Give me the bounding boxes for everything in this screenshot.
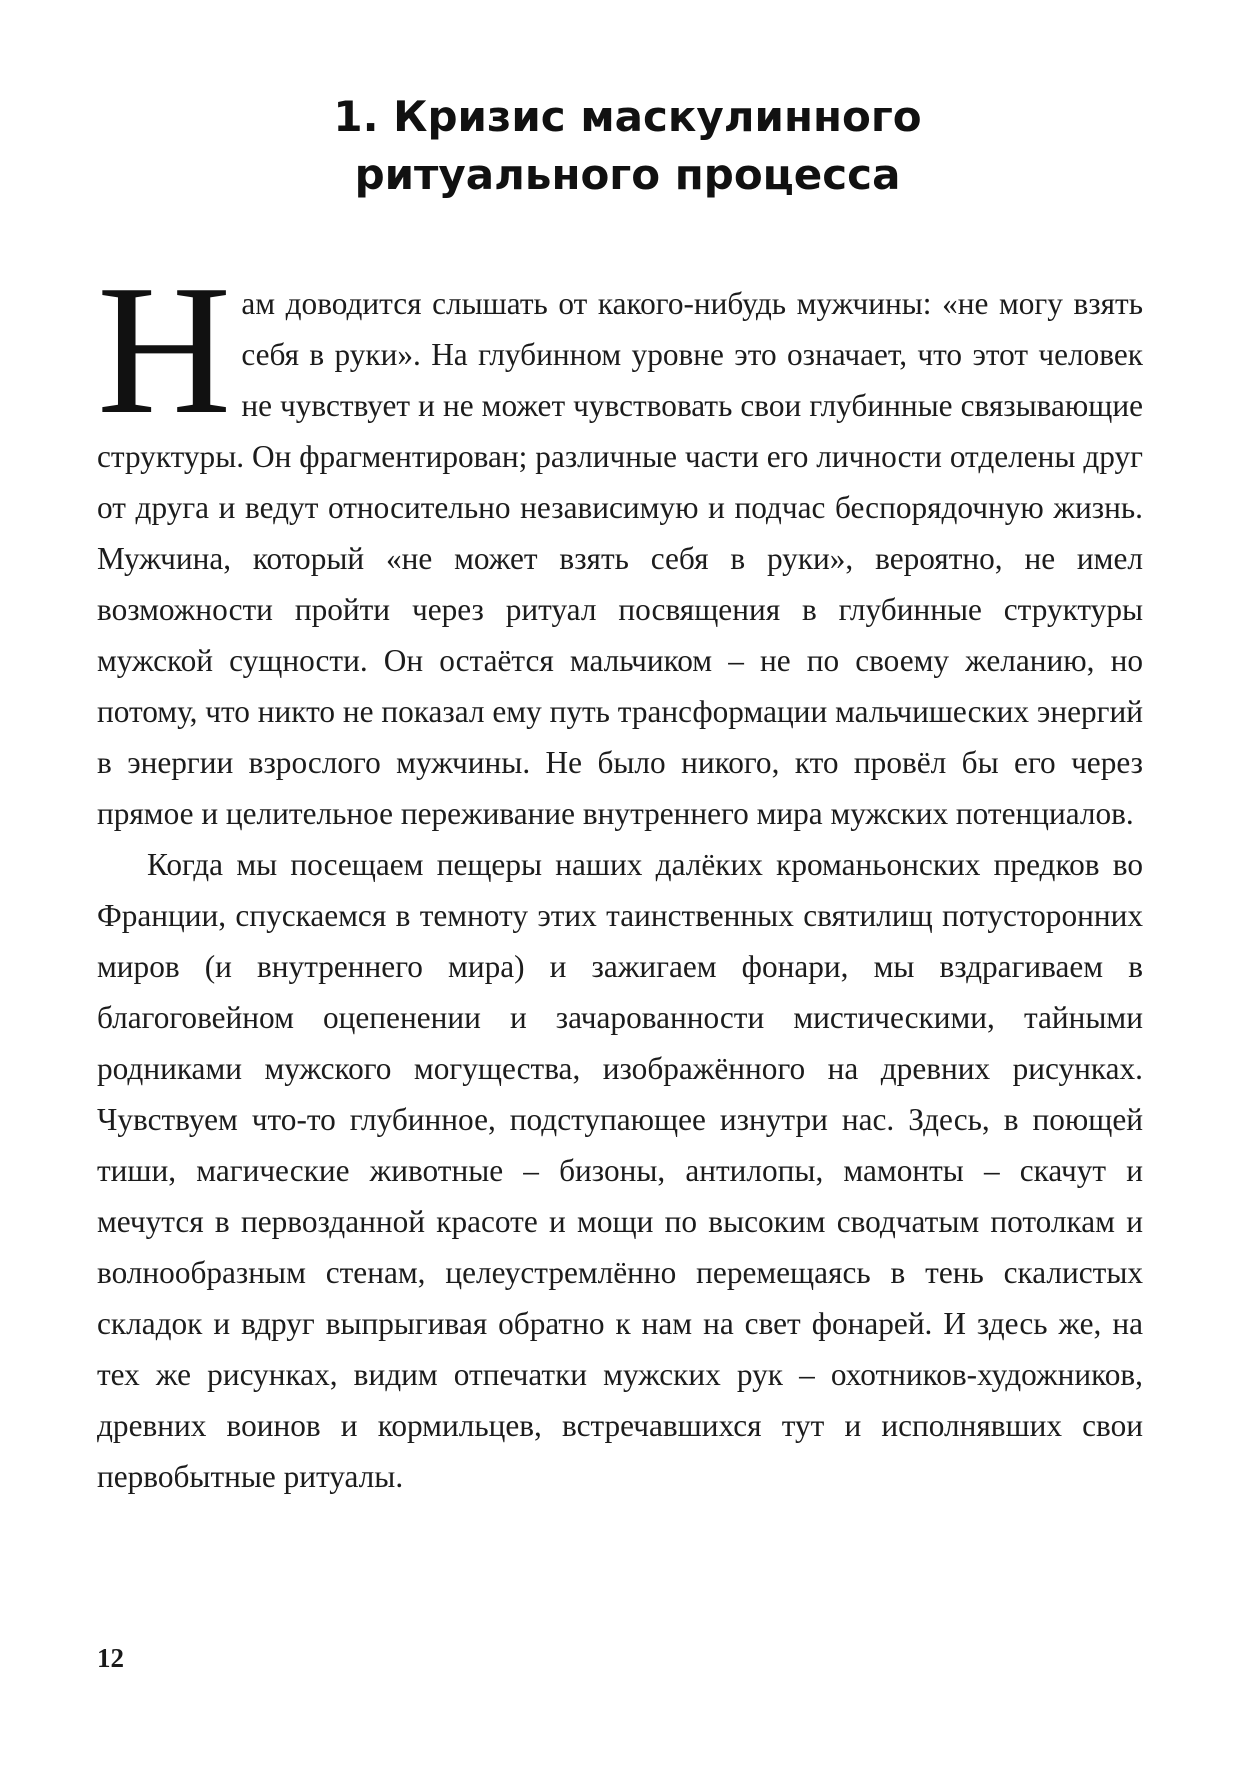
paragraph-1 [97, 247, 1143, 839]
paragraph-1-text: ам доводится слышать от какого-нибудь мужчины: «не могу взять себя в руки». На глубинном уровне это означает, что этот человек не чувствует и не может чувствовать свои глубинные связывающие структуры. Он фрагментирован; различные части его личности отделены друг от друга и ведут относительно независимую и подчас беспорядочную жизнь. Мужчина, который «не может взять себя в руки», вероятно, не имел возможности пройти через ритуал посвящения в глубинные структуры мужской сущности. Он остаётся мальчиком – не по своему желанию, но потому, что никто не показал ему путь трансформации мальчишеских энергий в энергии взрослого мужчины. Не было никого, кто провёл бы его через прямое и целительное переживание внутреннего мира мужских потенциалов. [97, 286, 1143, 831]
drop-cap: Н [97, 247, 232, 453]
chapter-title-line-1: 1. Кризис маскулинного [333, 92, 922, 141]
page-number: 12 [97, 1643, 124, 1673]
chapter-title [0, 88, 1255, 204]
body-text [97, 247, 1143, 1502]
paragraph-2: Когда мы посещаем пещеры наших далёких кроманьонских предков во Франции, спускаемся в темноту этих таинственных святилищ потусторонних миров (и внутреннего мира) и зажигаем фонари, мы вздрагиваем в благоговейном оцепенении и зачарованности мистическими, тайными родниками мужского могущества, изображённого на древних рисунках. Чувствуем что-то глубинное, подступающее изнутри нас. Здесь, в поющей тиши, магические животные – бизоны, антилопы, мамонты – скачут и мечутся в первозданной красоте и мощи по высоким сводчатым потолкам и волнообразным стенам, целеустремлённо перемещаясь в тень скалистых складок и вдруг выпрыгивая обратно к нам на свет фонарей. И здесь же, на тех же рисунках, видим отпечатки мужских рук – охотников-художников, древних воинов и кормильцев, встречавшихся тут и исполнявших свои первобытные ритуалы. [97, 847, 1143, 1494]
chapter-title-line-2: ритуального процесса [354, 150, 901, 199]
